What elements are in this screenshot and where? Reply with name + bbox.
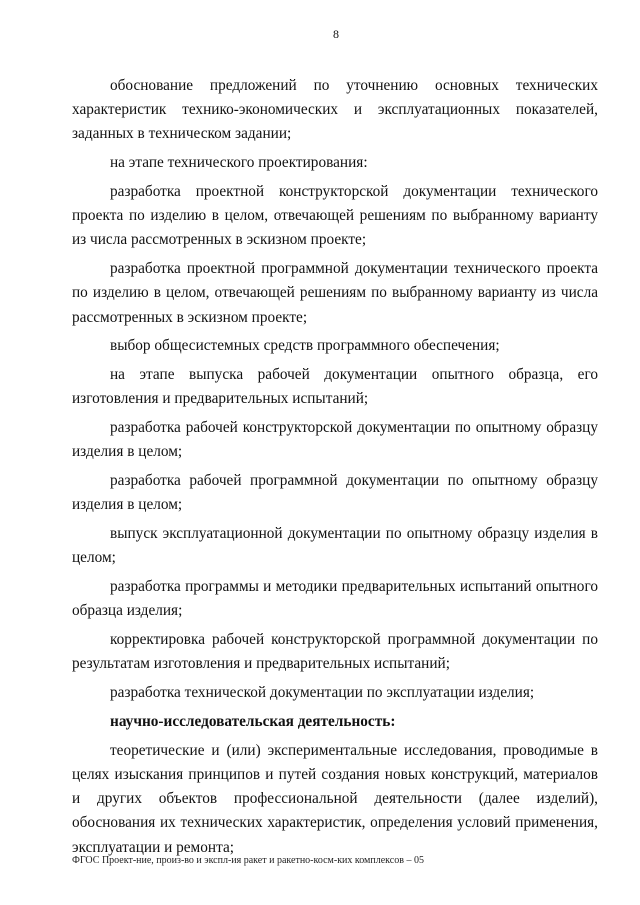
section-heading: научно-исследовательская деятельность: [110,713,396,730]
paragraph: разработка программы и методики предварительных испытаний опытного образца изделия; [72,578,598,620]
paragraph: разработка проектной конструкторской документации технического проекта по изделию в целом, отвечающей решениям по выбранному варианту из числа рассмотренных в эскизном проекте; [72,183,598,249]
paragraph: корректировка рабочей конструкторской программной документации по результатам изготовления и предварительных испытаний; [72,631,598,673]
paragraph: разработка технической документации по эксплуатации изделия; [110,684,535,702]
paragraph: выбор общесистемных средств программного обеспечения; [110,337,500,355]
paragraph: обоснование предложений по уточнению основных технических характеристик технико-экономических и эксплуатационных показателей, заданных в техническом задании; [72,77,598,143]
page-number: 8 [333,27,339,41]
paragraph: разработка рабочей конструкторской документации по опытному образцу изделия в целом; [72,419,598,461]
body-text [72,74,598,864]
paragraph: на этапе технического проектирования: [110,154,368,172]
paragraph: разработка проектной программной документации технического проекта по изделию в целом, отвечающей решениям по выбранному варианту из числа рассмотренных в эскизном проекте; [72,260,598,326]
paragraph: теоретические и (или) экспериментальные исследования, проводимые в целях изыскания принципов и путей создания новых конструкций, материалов и других объектов профессиональной деятельности (далее изделий), обоснования их технических характеристик, определения условий применения, эксплуатации и ремонта; [72,741,598,856]
paragraph: на этапе выпуска рабочей документации опытного образца, его изготовления и предварительных испытаний; [72,366,598,408]
page-footer: ФГОС Проект-ние, произ-во и экспл-ия ракет и ракетно-косм-ких комплексов – 05 [72,855,424,866]
paragraph: разработка рабочей программной документации по опытному образцу изделия в целом; [72,472,598,514]
paragraph: выпуск эксплуатационной документации по опытному образцу изделия в целом; [72,525,598,567]
